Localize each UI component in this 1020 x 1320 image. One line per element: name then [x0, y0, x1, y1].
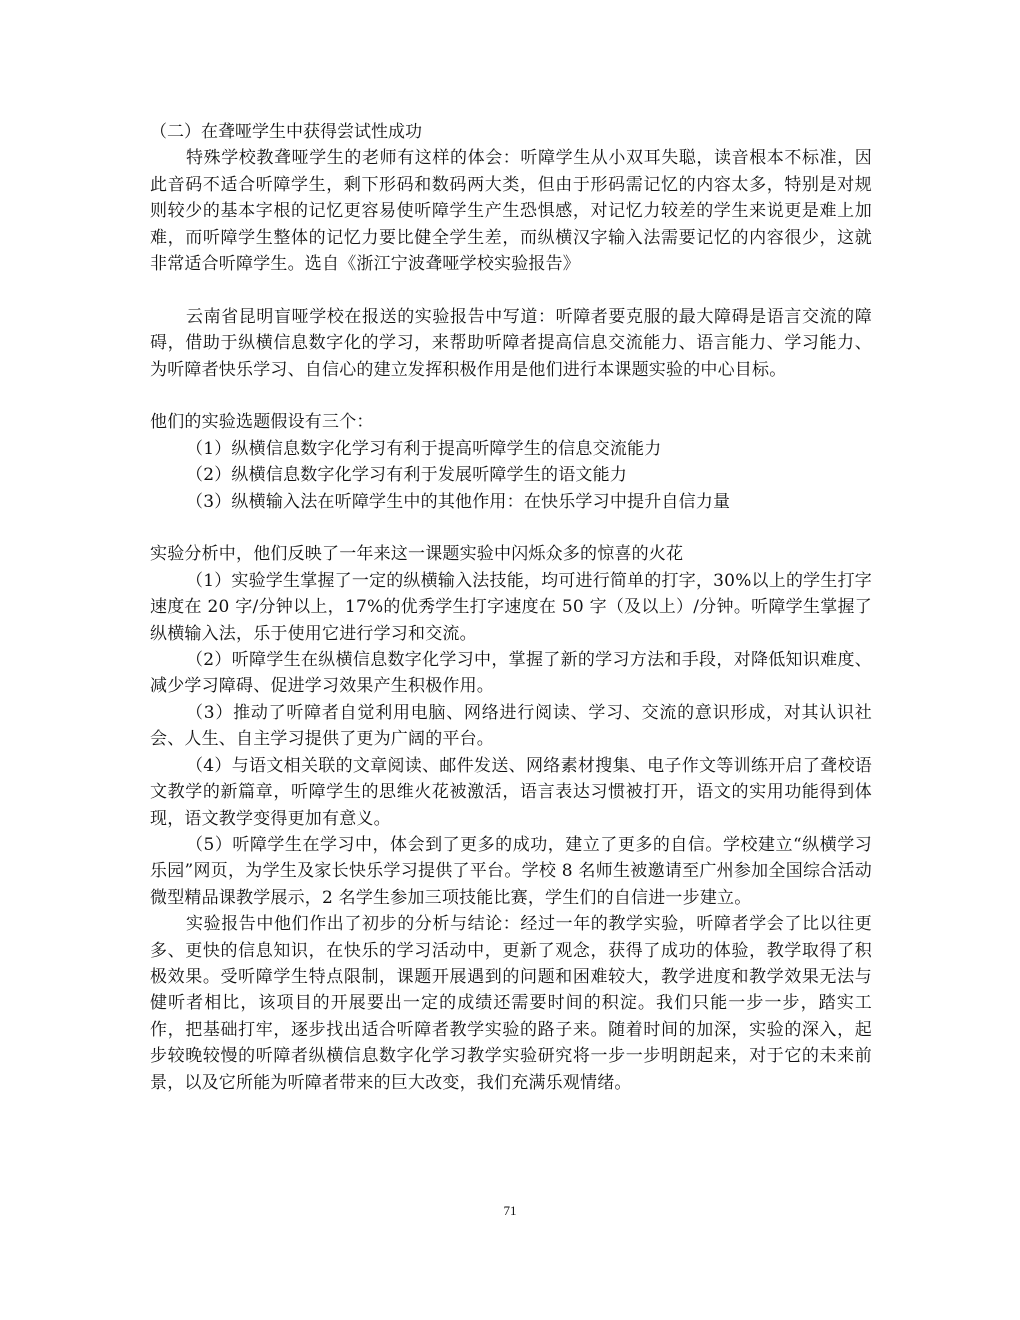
hypotheses-intro: 他们的实验选题假设有三个：: [150, 412, 374, 433]
analysis-item-4: （4）与语文相关联的文章阅读、邮件发送、网络素材搜集、电子作文等训练开启了聋校语文教学的新篇章，听障学生的思维火花被激活，语言表达习惯被打开，语文的实用功能得到体现，语文教学变得更加有意义。: [150, 755, 872, 829]
analysis-item-5: （5）听障学生在学习中，体会到了更多的成功，建立了更多的自信。学校建立“纵横学习乐园”网页，为学生及家长快乐学习提供了平台。学校 8 名师生被邀请至广州参加全国综合活动微型精品课教学展示，2 名学生参加三项技能比赛，学生们的自信进一步建立。: [150, 834, 872, 908]
paragraph-gap: [150, 515, 872, 541]
analysis-intro: 实验分析中，他们反映了一年来这一课题实验中闪烁众多的惊喜的火花: [150, 544, 684, 565]
hypothesis-item-2: （2）纵横信息数字化学习有利于发展听障学生的语文能力: [186, 465, 628, 486]
analysis-item-2: （2）听障学生在纵横信息数字化学习中，掌握了新的学习方法和手段，对降低知识难度、减少学习障碍、促进学习效果产生积极作用。: [150, 650, 872, 697]
paragraph-gap: [150, 277, 872, 303]
analysis-item-1: （1）实验学生掌握了一定的纵横输入法技能，均可进行简单的打字，30%以上的学生打字速度在 20 字/分钟以上，17%的优秀学生打字速度在 50 字（及以上）/分钟。听障学生掌握了纵横输入法，乐于使用它进行学习和交流。: [150, 570, 872, 644]
document-page: [150, 119, 872, 1096]
hypothesis-item-1: （1）纵横信息数字化学习有利于提高听障学生的信息交流能力: [186, 438, 662, 459]
paragraph-kunming-report: 云南省昆明盲哑学校在报送的实验报告中写道：听障者要克服的最大障碍是语言交流的障碍，借助于纵横信息数字化的学习，来帮助听障者提高信息交流能力、语言能力、学习能力、为听障者快乐学习、自信心的建立发挥积极作用是他们进行本课题实验的中心目标。: [150, 306, 872, 380]
hypothesis-item-3: （3）纵横输入法在听障学生中的其他作用：在快乐学习中提升自信力量: [186, 491, 731, 512]
paragraph-gap: [150, 383, 872, 409]
section-heading: （二）在聋哑学生中获得尝试性成功: [150, 122, 422, 142]
page-number: 71: [503, 1203, 517, 1218]
paragraph-ningbo-report: 特殊学校教聋哑学生的老师有这样的体会：听障学生从小双耳失聪，读音根本不标准，因此音码不适合听障学生，剩下形码和数码两大类，但由于形码需记忆的内容太多，特别是对规则较少的基本字根的记忆更容易使听障学生产生恐惧感，对记忆力较差的学生来说更是难上加难，而听障学生整体的记忆力要比健全学生差，而纵横汉字输入法需要记忆的内容很少，这就非常适合听障学生。选自《浙江宁波聋哑学校实验报告》: [150, 148, 872, 275]
analysis-item-3: （3）推动了听障者自觉利用电脑、网络进行阅读、学习、交流的意识形成，对其认识社会、人生、自主学习提供了更为广阔的平台。: [150, 702, 872, 750]
conclusion-paragraph: 实验报告中他们作出了初步的分析与结论：经过一年的教学实验，听障者学会了比以往更多、更快的信息知识，在快乐的学习活动中，更新了观念，获得了成功的体验，教学取得了积极效果。受听障学生特点限制，课题开展遇到的问题和困难较大，教学进度和教学效果无法与健听者相比，该项目的开展要出一定的成绩还需要时间的积淀。我们只能一步一步，踏实工作，把基础打牢，逐步找出适合听障者教学实验的路子来。随着时间的加深，实验的深入，起步较晚较慢的听障者纵横信息数字化学习教学实验研究将一步一步明朗起来，对于它的未来前景，以及它所能为听障者带来的巨大改变，我们充满乐观情绪。: [150, 914, 872, 1093]
